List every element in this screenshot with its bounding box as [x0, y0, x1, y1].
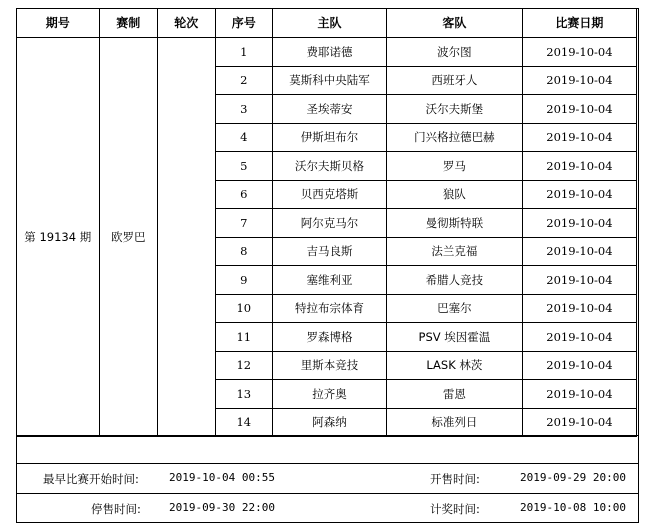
away-team-cell: 巴塞尔: [386, 294, 522, 323]
home-team-cell: 罗森博格: [273, 323, 387, 352]
home-team-cell: 拉齐奥: [273, 380, 387, 409]
number-cell: 9: [215, 266, 273, 295]
number-cell: 5: [215, 152, 273, 181]
sale-stop-value: 2019-09-30 22:00: [169, 501, 275, 514]
header-format: 赛制: [99, 9, 158, 38]
issue-cell: 第 19134 期: [17, 38, 100, 437]
number-cell: 4: [215, 123, 273, 152]
date-cell: 2019-10-04: [522, 237, 636, 266]
number-cell: 14: [215, 408, 273, 437]
header-away: 客队: [386, 9, 522, 38]
footer-row-1: [17, 464, 638, 493]
header-date: 比赛日期: [522, 9, 636, 38]
home-team-cell: 伊斯坦布尔: [273, 123, 387, 152]
earliest-start-value: 2019-10-04 00:55: [169, 471, 275, 484]
schedule-sheet: [16, 8, 639, 523]
date-cell: 2019-10-04: [522, 294, 636, 323]
earliest-start-label: 最早比赛开始时间:: [43, 472, 139, 486]
header-home: 主队: [273, 9, 387, 38]
away-team-cell: 罗马: [386, 152, 522, 181]
award-time-value: 2019-10-08 10:00: [520, 501, 626, 514]
date-cell: 2019-10-04: [522, 95, 636, 124]
home-team-cell: 塞维利亚: [273, 266, 387, 295]
number-cell: 8: [215, 237, 273, 266]
number-cell: 3: [215, 95, 273, 124]
home-team-cell: 特拉布宗体育: [273, 294, 387, 323]
away-team-cell: 标准列日: [386, 408, 522, 437]
sale-start-label: 开售时间:: [430, 472, 480, 486]
away-team-cell: 沃尔夫斯堡: [386, 95, 522, 124]
footer-row-2: [17, 494, 638, 523]
away-team-cell: PSV 埃因霍温: [386, 323, 522, 352]
home-team-cell: 沃尔夫斯贝格: [273, 152, 387, 181]
away-team-cell: 狼队: [386, 180, 522, 209]
home-team-cell: 贝西克塔斯: [273, 180, 387, 209]
away-team-cell: 波尔图: [386, 38, 522, 67]
away-team-cell: 希腊人竞技: [386, 266, 522, 295]
home-team-cell: 圣埃蒂安: [273, 95, 387, 124]
date-cell: 2019-10-04: [522, 266, 636, 295]
date-cell: 2019-10-04: [522, 323, 636, 352]
number-cell: 11: [215, 323, 273, 352]
date-cell: 2019-10-04: [522, 408, 636, 437]
table-row: [17, 38, 637, 67]
match-table: [16, 8, 637, 437]
home-team-cell: 里斯本竞技: [273, 351, 387, 380]
away-team-cell: 雷恩: [386, 380, 522, 409]
number-cell: 7: [215, 209, 273, 238]
date-cell: 2019-10-04: [522, 123, 636, 152]
date-cell: 2019-10-04: [522, 152, 636, 181]
date-cell: 2019-10-04: [522, 180, 636, 209]
away-team-cell: 西班牙人: [386, 66, 522, 95]
sale-stop-label: 停售时间:: [91, 502, 141, 516]
header-row: [17, 9, 637, 38]
header-number: 序号: [215, 9, 273, 38]
format-cell: 欧罗巴: [99, 38, 158, 437]
number-cell: 13: [215, 380, 273, 409]
number-cell: 6: [215, 180, 273, 209]
award-time-label: 计奖时间:: [430, 502, 480, 516]
date-cell: 2019-10-04: [522, 351, 636, 380]
home-team-cell: 阿森纳: [273, 408, 387, 437]
away-team-cell: 法兰克福: [386, 237, 522, 266]
round-cell: [158, 38, 216, 437]
number-cell: 10: [215, 294, 273, 323]
away-team-cell: 曼彻斯特联: [386, 209, 522, 238]
date-cell: 2019-10-04: [522, 380, 636, 409]
sale-start-value: 2019-09-29 20:00: [520, 471, 626, 484]
number-cell: 1: [215, 38, 273, 67]
away-team-cell: LASK 林茨: [386, 351, 522, 380]
number-cell: 12: [215, 351, 273, 380]
number-cell: 2: [215, 66, 273, 95]
divider: [17, 435, 638, 436]
header-issue: 期号: [17, 9, 100, 38]
away-team-cell: 门兴格拉德巴赫: [386, 123, 522, 152]
home-team-cell: 莫斯科中央陆军: [273, 66, 387, 95]
date-cell: 2019-10-04: [522, 209, 636, 238]
date-cell: 2019-10-04: [522, 66, 636, 95]
home-team-cell: 吉马良斯: [273, 237, 387, 266]
header-round: 轮次: [158, 9, 216, 38]
home-team-cell: 费耶诺德: [273, 38, 387, 67]
home-team-cell: 阿尔克马尔: [273, 209, 387, 238]
date-cell: 2019-10-04: [522, 38, 636, 67]
